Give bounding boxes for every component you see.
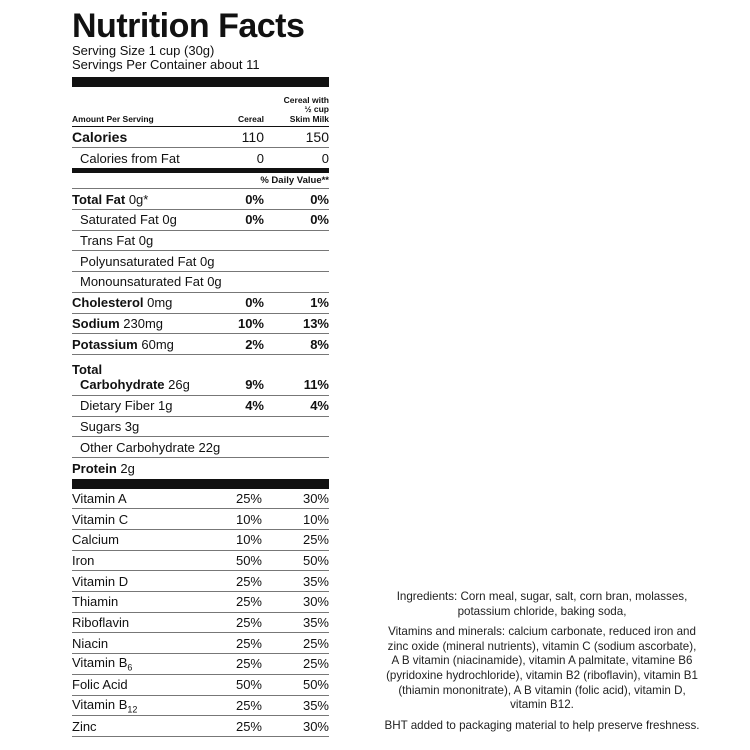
column-header xyxy=(72,87,329,127)
nutrient-row-dietary-fiber: Dietary Fiber 1g 4% 4% xyxy=(72,396,329,417)
nutrient-row-potassium: Potassium 60mg 2% 8% xyxy=(72,334,329,355)
cereal-column-label: Cereal xyxy=(238,113,264,124)
ingredients-vitamins: Vitamins and minerals: calcium carbonate, reduced iron and zinc oxide (mineral nutrients), vitamin C (sodium ascorbate), A B vitamin (niacinamide), vitamin A palmitate, vitamine B6 (pyridoxine hydrochloride), vitamin B2 (riboflavin), vitamin B1 (thiamin mononitrate), A B vitamin (folic acid), vitamin D, vitamin B12. xyxy=(386,625,698,712)
nutrient-row-total-carbohydrate: Total Carbohydrate 26g 9% 11% xyxy=(72,355,329,396)
vitamin-row: Vitamin A 25% 30% xyxy=(72,489,329,510)
vitamin-row: Vitamin $B_{12}$ 25% 35% xyxy=(72,696,329,717)
ingredients-main: Ingredients: Corn meal, sugar, salt, corn bran, molasses, potassium chloride, baking soda, xyxy=(396,590,688,618)
nutrient-row-sodium: Sodium 230mg 10% 13% xyxy=(72,314,329,335)
vitamin-row: Vitamin D 25% 35% xyxy=(72,571,329,592)
nutrient-row-protein: Protein 2g xyxy=(72,460,135,476)
calories-row: Calories 110 150 xyxy=(72,127,329,148)
vitamin-row: Thiamin 25% 30% xyxy=(72,592,329,613)
vitamin-row: Vitamin $B_6$ 25% 25% xyxy=(72,654,329,675)
daily-value-header: % Daily Value** xyxy=(72,173,329,189)
vitamin-row: Niacin 25% 25% xyxy=(72,633,329,654)
ingredients-text xyxy=(383,590,701,739)
nutrient-row-trans-fat: Trans Fat 0g xyxy=(72,231,329,252)
nutrient-rows xyxy=(72,189,329,478)
nutrient-row-other-carbohydrate: Other Carbohydrate 22g xyxy=(72,437,329,458)
nutrient-row-total-fat: Total Fat 0g* 0% 0% xyxy=(72,189,329,210)
divider-thick xyxy=(72,77,329,87)
vitamin-row: Riboflavin 25% 35% xyxy=(72,613,329,634)
divider-thick-vitamins xyxy=(72,479,329,489)
calories-from-fat-row: Calories from Fat 0 0 xyxy=(80,150,329,166)
cereal-milk-column-label: Cereal with ½ cup Skim Milk xyxy=(283,94,329,124)
label-title: Nutrition Facts xyxy=(72,7,305,45)
nutrient-row-cholesterol: Cholesterol 0mg 0% 1% xyxy=(72,293,329,314)
vitamin-row: Vitamin C 10% 10% xyxy=(72,509,329,530)
ingredients-bht: BHT added to packaging material to help preserve freshness. xyxy=(384,718,700,732)
nutrition-facts-label xyxy=(72,8,329,737)
vitamin-row: Zinc 25% 30% xyxy=(72,716,329,737)
nutrient-row-monounsaturated-fat: Monounsaturated Fat 0g xyxy=(72,272,329,293)
vitamin-row: Calcium 10% 25% xyxy=(72,530,329,551)
nutrient-row-sugars: Sugars 3g xyxy=(72,417,329,438)
servings-per-container: Servings Per Container about 11 xyxy=(72,57,260,72)
vitamin-row: Folic Acid 50% 50% xyxy=(72,675,329,696)
vitamin-rows xyxy=(72,489,329,737)
serving-size: Serving Size 1 cup (30g) xyxy=(72,43,215,58)
vitamin-row: Iron 50% 50% xyxy=(72,551,329,572)
nutrient-row-saturated-fat: Saturated Fat 0g 0% 0% xyxy=(72,210,329,231)
amount-per-serving-label: Amount Per Serving xyxy=(72,113,154,124)
nutrient-row-polyunsaturated-fat: Polyunsaturated Fat 0g xyxy=(72,251,329,272)
